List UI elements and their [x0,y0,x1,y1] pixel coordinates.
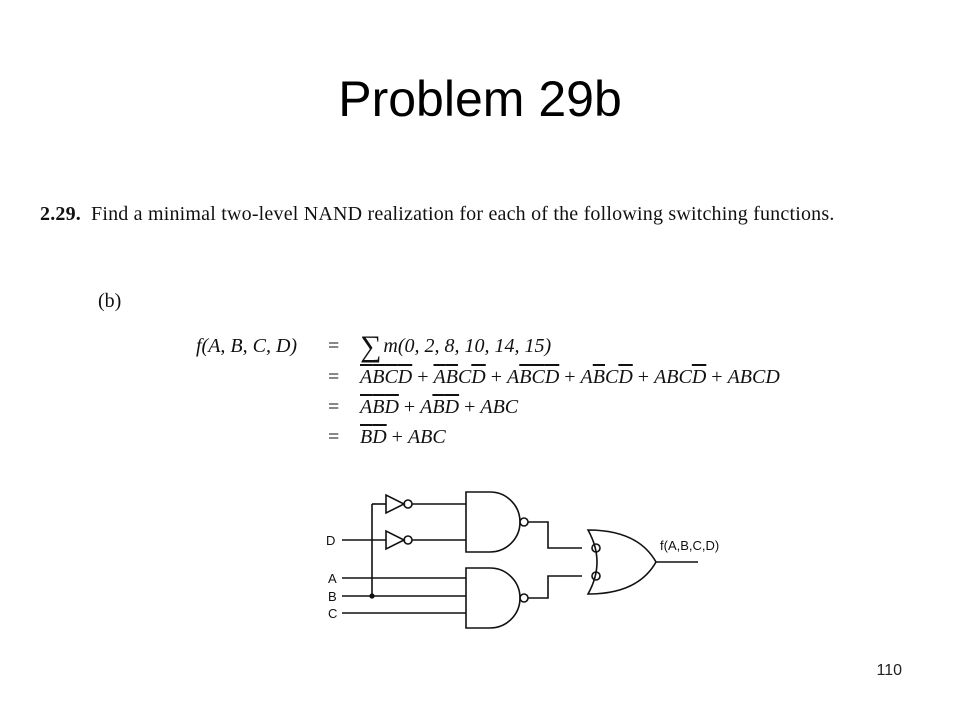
equation-line-2 [196,366,896,389]
literal: $\overline{B}$ [445,366,458,388]
literal: $\overline{B}$ [432,396,445,418]
reduced-expression [360,396,518,418]
function-lhs: f(A, B, C, D) [196,335,298,357]
plus-sign: + [398,396,421,418]
literal: $\overline{D}$ [384,396,399,418]
nand-circuit-diagram [320,480,740,630]
equation-line-4 [196,426,896,449]
literal: $\overline{D}$ [444,396,460,418]
literal: C [604,366,619,388]
literal: $\overline{B}$ [372,366,385,388]
literal: D [765,366,780,388]
literal: $\overline{D}$ [544,366,560,388]
nand-gate-2-bubble [520,594,528,602]
nand-gate-2-icon [466,568,520,628]
literal: $\overline{C}$ [384,366,398,388]
literal: A [727,366,740,388]
product-term [420,396,459,418]
product-term [728,366,780,388]
plus-sign: + [632,366,655,388]
literal: $\overline{B}$ [519,366,532,388]
literal: $\overline{D}$ [618,366,633,388]
plus-sign: + [706,366,728,388]
literal: B [739,366,753,388]
plus-sign: + [485,366,508,388]
output-label: f(A,B,C,D) [660,538,720,553]
product-term [581,366,633,388]
plus-sign: + [412,366,434,388]
equals-sign: = [328,426,340,448]
problem-statement [40,203,940,226]
literal: B [492,396,505,418]
wire-gate2-out [528,576,582,598]
literal: $\overline{D}$ [397,366,413,388]
literal: A [507,366,520,388]
junction-dot [369,593,374,598]
nand-gate-1-icon [466,492,520,552]
literal: A [420,396,433,418]
nand-gate-1-bubble [520,518,528,526]
output-gate-icon [588,530,656,594]
plus-sign: + [559,366,581,388]
equals-sign: = [328,366,340,388]
literal: C [678,366,692,388]
input-label-d: D [326,533,336,548]
literal: $\overline{D}$ [471,366,486,388]
plus-sign: + [459,396,481,418]
literal: B [666,366,679,388]
product-term [654,366,706,388]
literal: B [420,426,433,448]
input-label-b: B [328,589,337,604]
literal: $\overline{A}$ [433,366,446,388]
product-term [408,426,446,448]
literal: $\overline{B}$ [360,426,373,448]
problem-text-end: realization for each of the following switching functions. [362,203,835,225]
literal: A [654,366,667,388]
literal: $\overline{A}$ [360,396,373,418]
equals-sign: = [328,396,340,418]
input-label-c: C [328,606,338,621]
plus-sign: + [386,426,408,448]
literal: A [580,366,593,388]
equals-sign: = [328,335,340,357]
literal: $\overline{D}$ [372,426,387,448]
literal: $\overline{D}$ [691,366,707,388]
expansion-expression [360,366,780,388]
equation-line-1 [196,330,896,364]
problem-text-start: Find a minimal two-level [91,203,304,225]
part-label: (b) [98,290,122,312]
product-term [360,366,412,388]
product-term [507,366,559,388]
problem-text-nand: NAND [303,203,363,225]
wire-gate1-out [528,522,582,548]
literal: $\overline{A}$ [360,366,373,388]
literal: C [457,366,472,388]
final-expression [360,426,446,448]
product-term [434,366,486,388]
literal: C [432,426,446,448]
equation-line-3 [196,396,896,419]
product-term [480,396,518,418]
literal: A [407,426,421,448]
page-number: 110 [876,662,902,679]
literal: $\overline{C}$ [531,366,545,388]
literal: $\overline{B}$ [592,366,605,388]
inverter-d-icon [386,531,404,549]
literal: $\overline{B}$ [372,396,385,418]
slide-title: Problem 29b [338,71,622,127]
minterm-list: m(0, 2, 8, 10, 14, 15) [383,335,552,357]
literal: A [480,396,493,418]
problem-number: 2.29. [40,203,81,225]
product-term [360,396,399,418]
input-label-a: A [328,571,337,586]
product-term [360,426,387,448]
inverter-b-icon [386,495,404,513]
literal: C [752,366,766,388]
literal: C [504,396,519,418]
sum-symbol: ∑ [360,330,382,363]
